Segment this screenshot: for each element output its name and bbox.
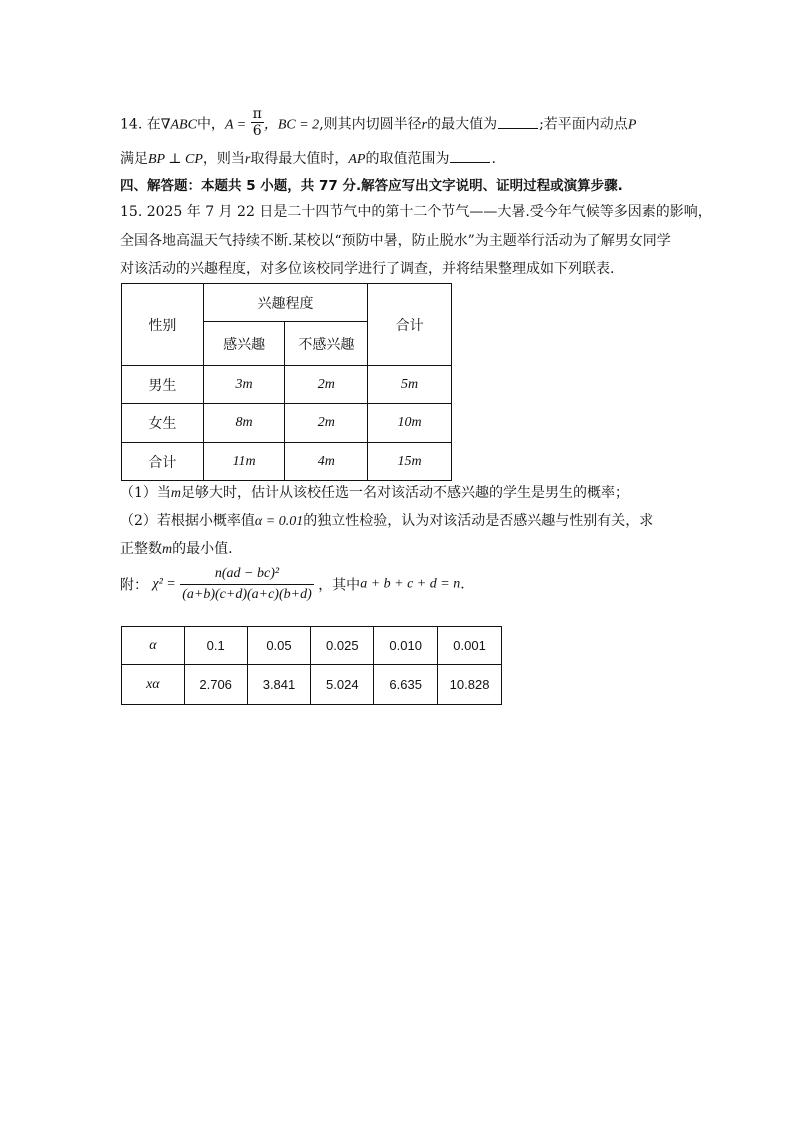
- row-label: 合计: [122, 443, 204, 481]
- var-p: P: [627, 117, 637, 133]
- section-heading: 四、解答题：本题共 5 小题，共 77 分.解答应写出文字说明、证明过程或演算步骤.: [120, 178, 623, 194]
- fraction-numerator: π: [252, 106, 262, 122]
- alpha-value: α = 0.01: [254, 514, 304, 529]
- appendix-formula: [120, 566, 465, 603]
- sum-condition: a + b + c + d = n: [360, 576, 461, 592]
- x-cell: 3.841: [247, 665, 311, 705]
- table-row: [122, 627, 502, 665]
- x-cell: 5.024: [311, 665, 374, 705]
- alpha-cell: 0.010: [374, 627, 438, 665]
- var-m: m: [170, 486, 182, 501]
- triangle-abc: ∇ABC: [160, 117, 197, 133]
- header-interest: 兴趣程度: [203, 284, 368, 322]
- bc-eq: ，BC = 2: [263, 117, 320, 133]
- alpha-cell: 0.05: [247, 627, 311, 665]
- q14-text: 满足: [120, 151, 148, 167]
- chi-square-symbol: χ² =: [152, 576, 176, 592]
- x-cell: 6.635: [374, 665, 438, 705]
- formula-tail: .: [460, 576, 465, 593]
- chi-square-fraction: [180, 566, 314, 603]
- var-m: m: [162, 542, 173, 557]
- header-gender: 性别: [122, 284, 204, 366]
- table-cell: 15m: [368, 443, 452, 481]
- sub-question-2-cont: [120, 538, 233, 558]
- header-total: 合计: [368, 284, 452, 366]
- table-cell: 2m: [285, 366, 368, 404]
- angle-a-eq: A =: [224, 117, 247, 133]
- q14-text: 的最大值为: [427, 116, 498, 133]
- var-ap: AP: [348, 152, 366, 167]
- answer-blank-2: [450, 150, 490, 163]
- appendix-label: 附：: [120, 577, 148, 594]
- table-row: [122, 366, 452, 404]
- x-cell: 2.706: [184, 665, 247, 705]
- formula-denominator: (a+b)(c+d)(a+c)(b+d): [182, 587, 312, 602]
- q15-para-line3: 对该活动的兴趣程度，对多位该校同学进行了调查，并将结果整理成如下列联表.: [120, 261, 615, 277]
- critical-value-table: [121, 626, 502, 705]
- q14-text: 取得最大值时，: [250, 151, 349, 167]
- sub-text: （2）若根据小概率值: [120, 513, 255, 529]
- alpha-cell: 0.025: [311, 627, 374, 665]
- var-r: r: [421, 117, 428, 133]
- row-label: 男生: [122, 366, 204, 404]
- q14-line2: [120, 148, 496, 168]
- alpha-cell: 0.1: [184, 627, 247, 665]
- sub-text: （1）当: [120, 485, 171, 501]
- sub-question-2: [120, 510, 653, 530]
- table-cell: 10m: [368, 404, 452, 443]
- formula-tail: ，其中: [318, 577, 361, 594]
- sub-question-1: [120, 482, 629, 502]
- q14-text: ;若平面内动点: [539, 116, 628, 133]
- q14-text: 的取值范围为: [365, 151, 450, 167]
- formula-numerator: n(ad − bc)²: [180, 566, 314, 585]
- q14-text: .: [491, 151, 496, 167]
- sub-text: 正整数: [120, 541, 162, 557]
- q15-para-line2: 全国各地高温天气持续不断.某校以“预防中暑，防止脱水”为主题举行活动为了解男女同学: [120, 233, 671, 249]
- var-r: r: [244, 152, 251, 167]
- row-label: 女生: [122, 404, 204, 443]
- answer-blank-1: [498, 116, 538, 129]
- q14-line1: [120, 108, 636, 141]
- fraction-denominator: 6: [252, 123, 262, 139]
- sub-text: 足够大时，估计从该校任选一名对该活动不感兴趣的学生是男生的概率；: [181, 485, 630, 501]
- perp-condition: BP ⊥ CP: [148, 152, 203, 167]
- table-row: [122, 443, 452, 481]
- table-cell: 8m: [203, 404, 285, 443]
- q15-para-line1: 15. 2025 年 7 月 22 日是二十四节气中的第十二个节气——大暑.受今年气候等多因素的影响，: [120, 204, 712, 220]
- header-interested: 感兴趣: [203, 322, 285, 366]
- pi-over-6-fraction: [251, 106, 264, 139]
- contingency-table: [121, 283, 452, 481]
- q14-text: ,则其内切圆半径: [319, 116, 422, 133]
- alpha-cell: 0.001: [438, 627, 502, 665]
- table-cell: 5m: [368, 366, 452, 404]
- table-cell: 2m: [285, 404, 368, 443]
- table-row: [122, 665, 502, 705]
- x-alpha-label: xα: [122, 665, 185, 705]
- sub-text: 的最小值.: [172, 541, 233, 557]
- q14-text: 中，: [196, 116, 225, 133]
- x-cell: 10.828: [438, 665, 502, 705]
- q14-text: ，则当: [202, 151, 245, 167]
- table-cell: 4m: [285, 443, 368, 481]
- alpha-label: α: [122, 627, 185, 665]
- table-cell: 3m: [203, 366, 285, 404]
- sub-text: 的独立性检验，认为对该活动是否感兴趣与性别有关，求: [303, 513, 654, 529]
- table-row: [122, 404, 452, 443]
- q14-prefix: 14. 在: [120, 116, 161, 133]
- header-not-interested: 不感兴趣: [285, 322, 368, 366]
- table-cell: 11m: [203, 443, 285, 481]
